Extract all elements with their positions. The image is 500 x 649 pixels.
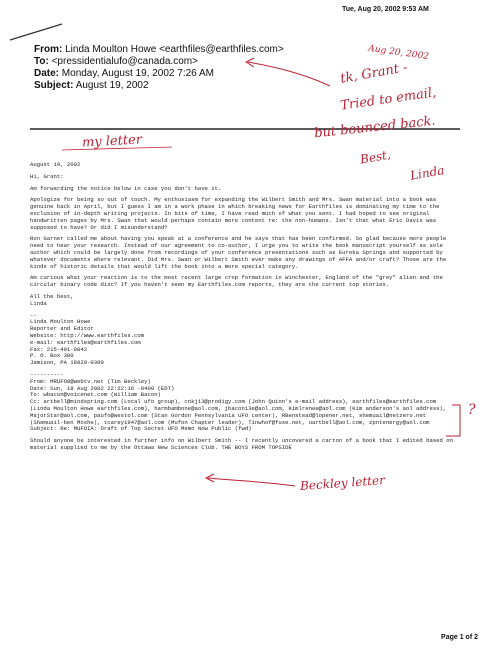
forward-separator: ---------- [30, 370, 64, 378]
to-label: To: [34, 56, 49, 67]
paragraph-3: Ron Garner called me about having you speak at a conference and he says that has been confirmed. So glad because more people need to hear your research. Instead of our agreement to co-author, I urge you to write the book manuscript yourself as sole author which could be largely done from recordings of your conference presentations such as Eureka Springs and supported by whatever documents where relevant. Did Mrs. Swan or Wilbert Smith ever make any drawings of AFFA and/or craft? Those are the kinds of historic details that would lift the book into a more special category. [30, 235, 447, 270]
subject-line [34, 80, 149, 91]
handwritten-my-letter: my letter [81, 132, 143, 151]
signature-separator: -- [30, 311, 37, 319]
sign-off-1: All the best, [30, 292, 74, 300]
handwritten-best: Best, [359, 147, 392, 167]
paragraph-4: Am curious what your reaction is to the most recent large crop formation in Winchester, England of the "grey" alien and the circular binary code disc? If you haven't seen my Earthfiles.com reports, they are the current top stories. [30, 274, 443, 289]
from-label: From: [34, 44, 63, 55]
signature-website: Website: http://www.earthfiles.com [30, 331, 145, 339]
paragraph-1: Am forwarding the notice below in case you don't have it. [30, 184, 222, 192]
arrow-to-beckley [208, 478, 295, 486]
handwritten-linda: Linda [409, 163, 446, 183]
email-body [30, 162, 458, 457]
forward-subject: Subject: Re: MUFOIA: Draft of Top Secret UFO Memo Now Public (fwd) [30, 425, 252, 433]
page-number: Page 1 of 2 [441, 634, 478, 641]
arrow-to-address [248, 62, 330, 86]
forward-cc: Cc: artbell@mindspring.com (Local ufo group), cnkj13@prodigy.com (John Quinn's e-mail address), earthfiles@earthfiles.com (Linda Moulton Howe earthfiles.com), harmbambone@aol.com, jbacon13e@aol.com, Kimlrenee@aol.com (Kim anderson's aol address), MajorStar@aol.com, paufo@westol.com (Stan Gordon Pennsylvania UFO center), RBenstead@lopener.net, shemuail@netzero.net (Shemuail-ben Moshe), tcarey1947@aol.com (Mufon Chapter leader), Tinwhof@fuse.net, uartbell@aol.com, zpntenergy@aol.com [30, 398, 447, 426]
to-value: <pressidentialufo@canada.com> [51, 56, 198, 67]
date-label: Date: [34, 68, 60, 79]
signature-fax: Fax: 215-491-9842 [30, 345, 88, 353]
to-line [34, 56, 198, 67]
signature-po-box: P. O. Box 300 [30, 352, 74, 360]
subject-value: August 19, 2002 [75, 80, 149, 91]
date-value: Monday, August 19, 2002 7:26 AM [61, 68, 214, 79]
paragraph-2: Apologize for being so out of touch. My enthusiasm for expanding the Wilbert Smith and Mrs. Swan material into a book was genuine back in April, but I guess I am in a work phase in which breaking news for Earthfiles is dominating my time to the exclusion of in-depth writing projects. In bits of time, I have read much of what you sent. I had hoped to see original handwritten pages by Mrs. Swan that would perhaps contain more content re: the non-humans. Isn't that what Eric Davis was supposed to have? Or did I misunderstand? [30, 196, 440, 231]
from-line [34, 44, 284, 55]
date-line [34, 68, 214, 79]
from-value: Linda Moulton Howe <earthfiles@earthfiles.com> [65, 44, 284, 55]
sign-off-2: Linda [30, 299, 47, 307]
signature-city: Jamison, PA 18929-0300 [30, 359, 104, 367]
signature-email: e-mail: earthfiles@earthfiles.com [30, 338, 141, 346]
greeting: Hi, Grant: [30, 172, 64, 180]
handwritten-beckley-letter: Beckley letter [299, 473, 386, 493]
handwritten-date: Aug 20, 2002 [367, 43, 430, 63]
print-date: Tue, Aug 20, 2002 9:53 AM [342, 6, 429, 13]
corner-pen-stroke [10, 24, 62, 40]
subject-label: Subject: [34, 80, 74, 91]
handwritten-tried: Tried to email, [339, 85, 438, 114]
forward-to: To: wbacon@voicenet.com (William Bacon) [30, 391, 161, 399]
signature-role: Reporter and Editor [30, 325, 94, 333]
handwritten-question-mark: ? [468, 402, 476, 418]
handwritten-bounced: but bounced back. [313, 113, 437, 142]
letter-date: August 19, 2002 [30, 161, 81, 168]
paragraph-5: Should anyone be interested in further info on Wilbert Smith -- I recently uncovered a carton of a book that I edited based on material supplied to me by the Ottawa New Sciences Club. THE BOYS FROM TOPSIDE [30, 437, 453, 451]
handwritten-thanks: tk, Grant - [339, 60, 409, 87]
signature-name: Linda Moulton Howe [30, 318, 91, 326]
forward-from: From: MRUFO8@webtv.net (Tim Beckley) [30, 377, 151, 385]
forward-date: Date: Sun, 18 Aug 2002 22:22:16 -0400 (EDT) [30, 384, 175, 392]
